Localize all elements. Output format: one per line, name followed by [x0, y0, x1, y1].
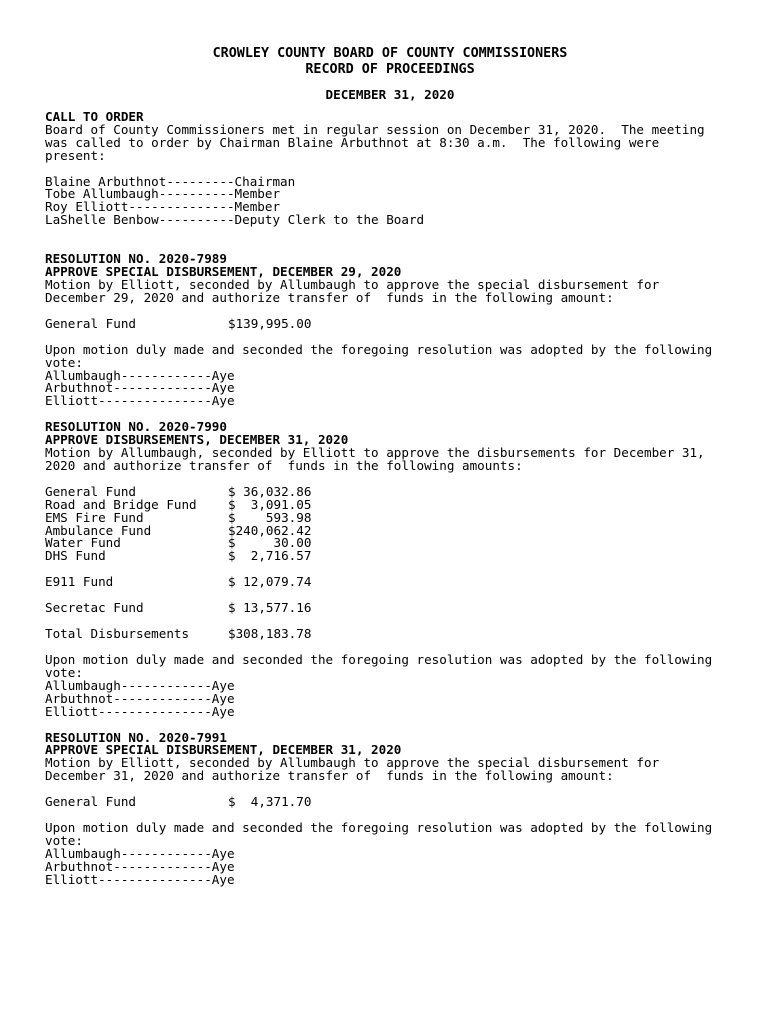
vote-line: Elliott---------------Aye [45, 393, 235, 409]
vote-line: Allumbaugh------------Aye [45, 367, 235, 383]
resolution-title: APPROVE DISBURSEMENTS, DECEMBER 31, 2020 [45, 432, 349, 448]
resolution-title: APPROVE SPECIAL DISBURSEMENT, DECEMBER 31, 2020 [45, 742, 402, 758]
vote-line: Arbuthnot-------------Aye [45, 858, 235, 874]
motion-line: December 31, 2020 and authorize transfer of funds in the following amount: [45, 768, 614, 784]
fund-name: General Fund [45, 315, 136, 331]
fund-row [45, 522, 735, 538]
fund-row [45, 315, 735, 331]
resolution-number: RESOLUTION NO. 2020-7991 [45, 729, 227, 745]
fund-name: Secretac Fund [45, 600, 144, 616]
vote-intro-line: vote: [45, 354, 83, 370]
fund-amount: $ 2,716.57 [228, 548, 312, 564]
vote-intro-line: vote: [45, 832, 83, 848]
vote-line: Allumbaugh------------Aye [45, 845, 235, 861]
vote-intro-line: Upon motion duly made and seconded the foregoing resolution was adopted by the following [45, 652, 713, 667]
fund-amount: $ 12,079.74 [228, 574, 312, 590]
paragraph-line: present: [45, 147, 106, 163]
fund-amount: $139,995.00 [228, 315, 312, 331]
document-header [45, 46, 735, 102]
call-to-order-section [45, 108, 735, 228]
fund-amount: $ 4,371.70 [228, 794, 312, 810]
fund-name: DHS Fund [45, 548, 106, 564]
meeting-date: DECEMBER 31, 2020 [325, 87, 455, 102]
motion-line: December 29, 2020 and authorize transfer of funds in the following amount: [45, 289, 614, 305]
motion-line: Motion by Allumbaugh, seconded by Elliott to approve the disbursements for December 31, [45, 445, 705, 461]
fund-name: Water Fund [45, 535, 121, 551]
vote-intro-line: vote: [45, 664, 83, 680]
vote-line: Arbuthnot-------------Aye [45, 380, 235, 396]
fund-amount: $ 36,032.86 [228, 483, 312, 499]
fund-row [45, 576, 735, 589]
fund-row [45, 496, 735, 512]
fund-name: General Fund [45, 483, 136, 499]
vote-line: Arbuthnot-------------Aye [45, 690, 235, 706]
attendee-line: Tobe Allumbaugh----------Member [45, 186, 281, 202]
section-heading: CALL TO ORDER [45, 108, 144, 124]
resolution-section [45, 253, 735, 408]
vote-intro-line: Upon motion duly made and seconded the foregoing resolution was adopted by the following [45, 820, 713, 836]
total-row [45, 628, 735, 641]
resolution-section [45, 729, 735, 887]
motion-line: Motion by Elliott, seconded by Allumbaugh to approve the special disbursement for [45, 276, 660, 292]
paragraph-line: was called to order by Chairman Blaine Arbuthnot at 8:30 a.m. The following were [45, 134, 660, 150]
vote-intro-line: Upon motion duly made and seconded the foregoing resolution was adopted by the following [45, 341, 713, 357]
resolution-section [45, 421, 735, 718]
fund-name: Ambulance Fund [45, 522, 152, 538]
attendee-line: Roy Elliott--------------Member [45, 199, 281, 215]
vote-line: Elliott---------------Aye [45, 871, 235, 887]
vote-line: Allumbaugh------------Aye [45, 677, 235, 693]
resolution-number: RESOLUTION NO. 2020-7990 [45, 419, 227, 435]
fund-name: EMS Fire Fund [45, 509, 144, 525]
fund-amount: $ 13,577.16 [228, 600, 312, 616]
fund-name: General Fund [45, 794, 136, 810]
document-page [45, 46, 735, 887]
fund-amount: $ 3,091.05 [228, 496, 312, 512]
fund-amount: $ 30.00 [228, 535, 312, 551]
paragraph-line: Board of County Commissioners met in regular session on December 31, 2020. The meeting [45, 121, 705, 137]
fund-row [45, 550, 735, 563]
motion-line: Motion by Elliott, seconded by Allumbaugh to approve the special disbursement for [45, 755, 660, 771]
document-subtitle: RECORD OF PROCEEDINGS [305, 62, 475, 77]
document-title: CROWLEY COUNTY BOARD OF COUNTY COMMISSIONERS [212, 46, 568, 61]
fund-amount: $240,062.42 [228, 522, 312, 538]
total-amount: $308,183.78 [228, 626, 312, 642]
motion-line: 2020 and authorize transfer of funds in the following amounts: [45, 457, 523, 473]
vote-line: Elliott---------------Aye [45, 703, 235, 719]
attendee-line: LaShelle Benbow----------Deputy Clerk to the Board [45, 212, 425, 228]
fund-name: E911 Fund [45, 574, 114, 590]
total-label: Total Disbursements [45, 626, 190, 642]
fund-row [45, 796, 735, 809]
fund-row [45, 602, 735, 615]
resolution-number: RESOLUTION NO. 2020-7989 [45, 251, 227, 267]
resolution-title: APPROVE SPECIAL DISBURSEMENT, DECEMBER 29, 2020 [45, 264, 402, 280]
fund-row [45, 537, 735, 550]
attendee-line: Blaine Arbuthnot---------Chairman [45, 173, 296, 189]
fund-amount: $ 593.98 [228, 509, 312, 525]
fund-name: Road and Bridge Fund [45, 496, 197, 512]
